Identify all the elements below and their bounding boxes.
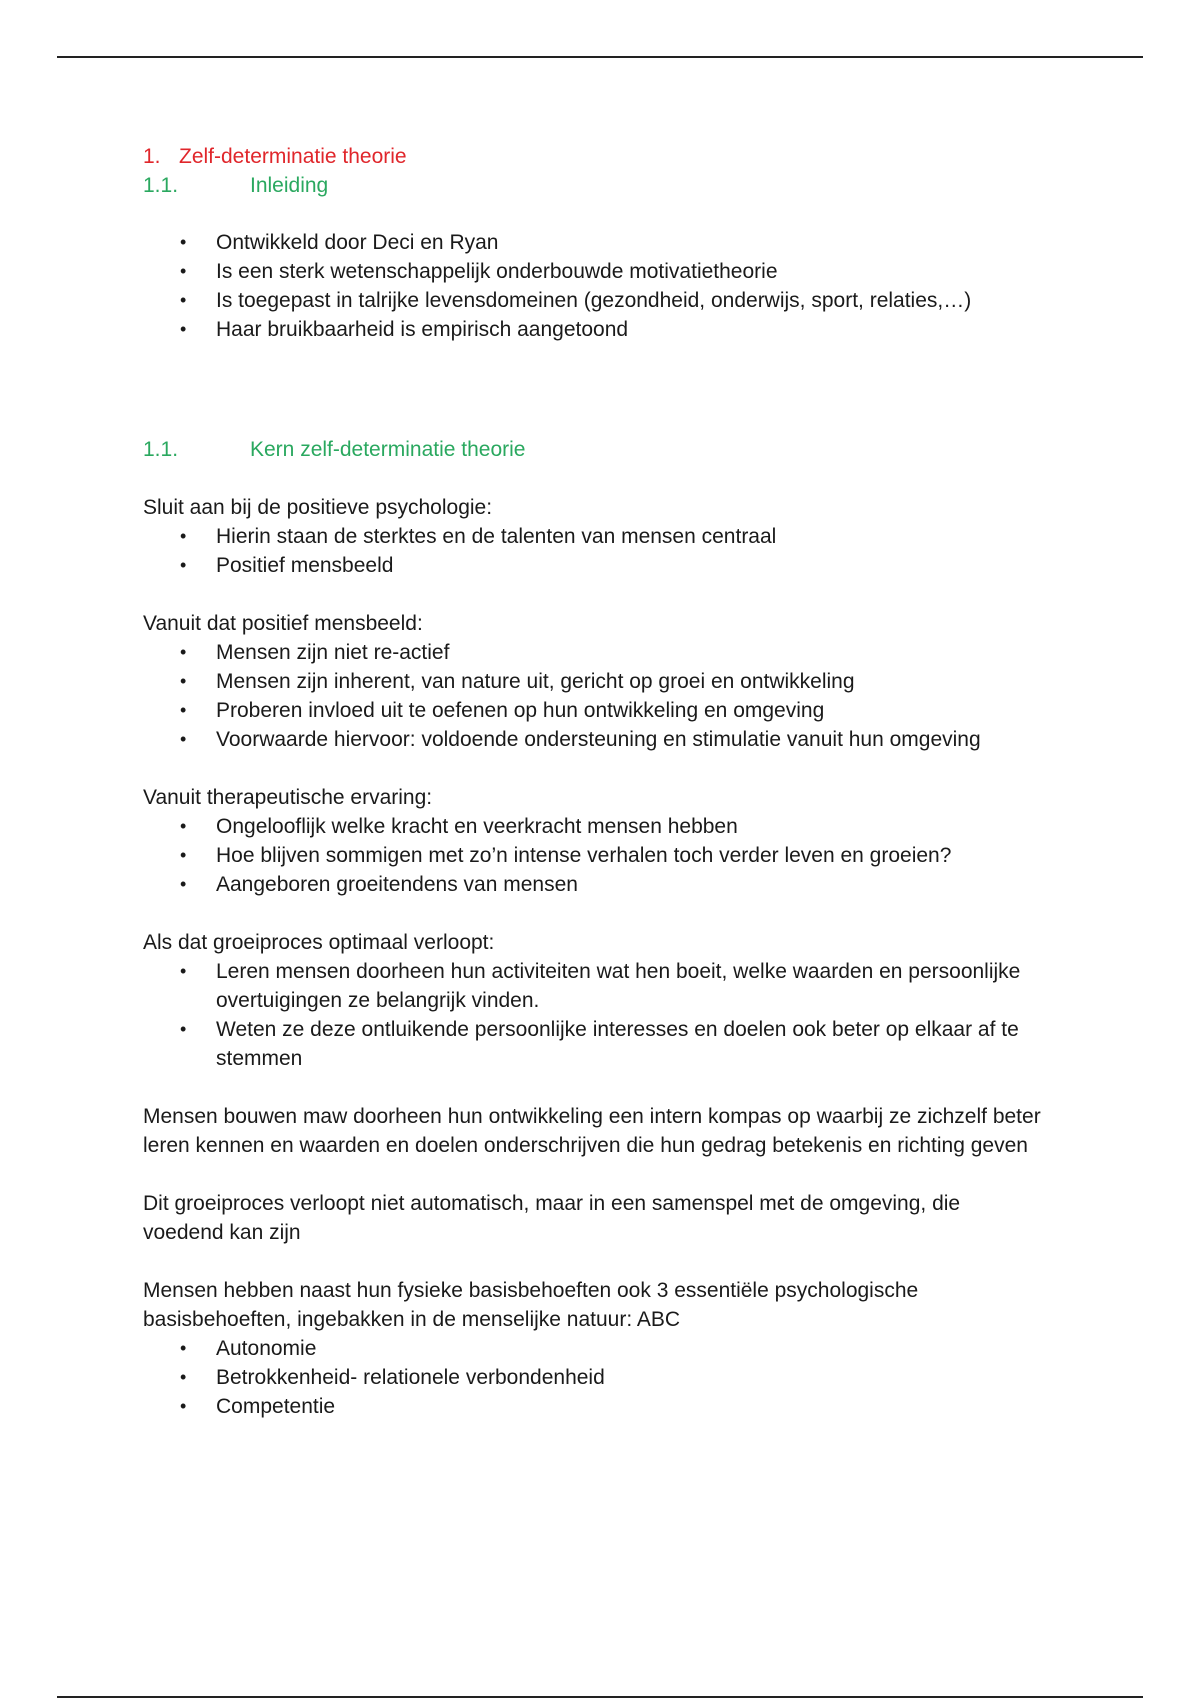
growth-paragraph: Dit groeiproces verloopt niet automatisch, maar in een samenspel met de omgeving, die voedend kan zijn (143, 1192, 961, 1244)
header-rule (57, 56, 1143, 58)
block-lead: Vanuit therapeutische ervaring: (143, 786, 433, 809)
bullet-icon: • (180, 1367, 187, 1387)
list-item: • Competentie (143, 1392, 1043, 1421)
block-lead: Sluit aan bij de positieve psychologie: (143, 496, 493, 519)
heading-core-number: 1.1. (143, 438, 179, 461)
bullet-icon: • (180, 874, 187, 894)
bullet-icon: • (180, 319, 187, 339)
bullet-icon: • (180, 816, 187, 836)
document-body (143, 142, 1043, 1421)
list-item: • Haar bruikbaarheid is empirisch aangetoond (143, 315, 1043, 344)
positive-psychology-list (143, 522, 1043, 580)
growth-process-list (143, 957, 1043, 1073)
bullet-icon: • (180, 729, 187, 749)
bullet-icon: • (180, 1019, 187, 1039)
bullet-icon: • (180, 526, 187, 546)
bullet-icon: • (180, 1338, 187, 1358)
list-item: • Proberen invloed uit te oefenen op hun ontwikkeling en omgeving (143, 696, 1043, 725)
heading-core (143, 435, 1043, 464)
heading-intro-number: 1.1. (143, 174, 179, 197)
list-item: • Mensen zijn niet re-actief (143, 638, 1043, 667)
list-item: • Ongelooflijk welke kracht en veerkracht mensen hebben (143, 812, 1043, 841)
list-item: • Autonomie (143, 1334, 1043, 1363)
block-lead: Als dat groeiproces optimaal verloopt: (143, 931, 495, 954)
list-item: • Is toegepast in talrijke levensdomeinen (gezondheid, onderwijs, sport, relaties,…) (143, 286, 1043, 315)
intro-bullet-list (143, 228, 1043, 344)
list-item: • Betrokkenheid- relationele verbondenheid (143, 1363, 1043, 1392)
bullet-icon: • (180, 961, 187, 981)
bullet-icon: • (180, 261, 187, 281)
heading-core-text: Kern zelf-determinatie theorie (250, 438, 526, 461)
bullet-icon: • (180, 671, 187, 691)
list-item: • Leren mensen doorheen hun activiteiten wat hen boeit, welke waarden en persoonlijke overtuigingen ze belangrijk vinden. (143, 957, 1043, 1015)
list-item: • Ontwikkeld door Deci en Ryan (143, 228, 1043, 257)
positive-view-list (143, 638, 1043, 754)
bullet-icon: • (180, 845, 187, 865)
therapeutic-experience-list (143, 812, 1043, 899)
bullet-icon: • (180, 1396, 187, 1416)
compass-paragraph: Mensen bouwen maw doorheen hun ontwikkeling een intern kompas op waarbij ze zichzelf beter leren kennen en waarden en doelen onderschrijven die hun gedrag betekenis en richting geven (143, 1105, 1041, 1157)
heading-intro-text: Inleiding (250, 174, 329, 197)
list-item: • Aangeboren groeitendens van mensen (143, 870, 1043, 899)
footer-rule (57, 1696, 1143, 1698)
heading-1-number: 1. (143, 145, 161, 168)
list-item: • Is een sterk wetenschappelijk onderbouwde motivatietheorie (143, 257, 1043, 286)
list-item: • Hierin staan de sterktes en de talenten van mensen centraal (143, 522, 1043, 551)
list-item: • Weten ze deze ontluikende persoonlijke interesses en doelen ook beter op elkaar af te stemmen (143, 1015, 1043, 1073)
bullet-icon: • (180, 642, 187, 662)
block-lead: Vanuit dat positief mensbeeld: (143, 612, 423, 635)
list-item: • Mensen zijn inherent, van nature uit, gericht op groei en ontwikkeling (143, 667, 1043, 696)
bullet-icon: • (180, 700, 187, 720)
list-item: • Hoe blijven sommigen met zo’n intense verhalen toch verder leven en groeien? (143, 841, 1043, 870)
needs-lead: Mensen hebben naast hun fysieke basisbehoeften ook 3 essentiële psychologische basisbehoeften, ingebakken in de menselijke natuur: ABC (143, 1279, 919, 1331)
basic-needs-list (143, 1334, 1043, 1421)
bullet-icon: • (180, 555, 187, 575)
bullet-icon: • (180, 290, 187, 310)
bullet-icon: • (180, 232, 187, 252)
heading-intro (143, 171, 1043, 200)
heading-1-text: Zelf-determinatie theorie (179, 145, 407, 168)
heading-1 (143, 142, 1043, 171)
list-item: • Voorwaarde hiervoor: voldoende ondersteuning en stimulatie vanuit hun omgeving (143, 725, 1043, 754)
list-item: • Positief mensbeeld (143, 551, 1043, 580)
